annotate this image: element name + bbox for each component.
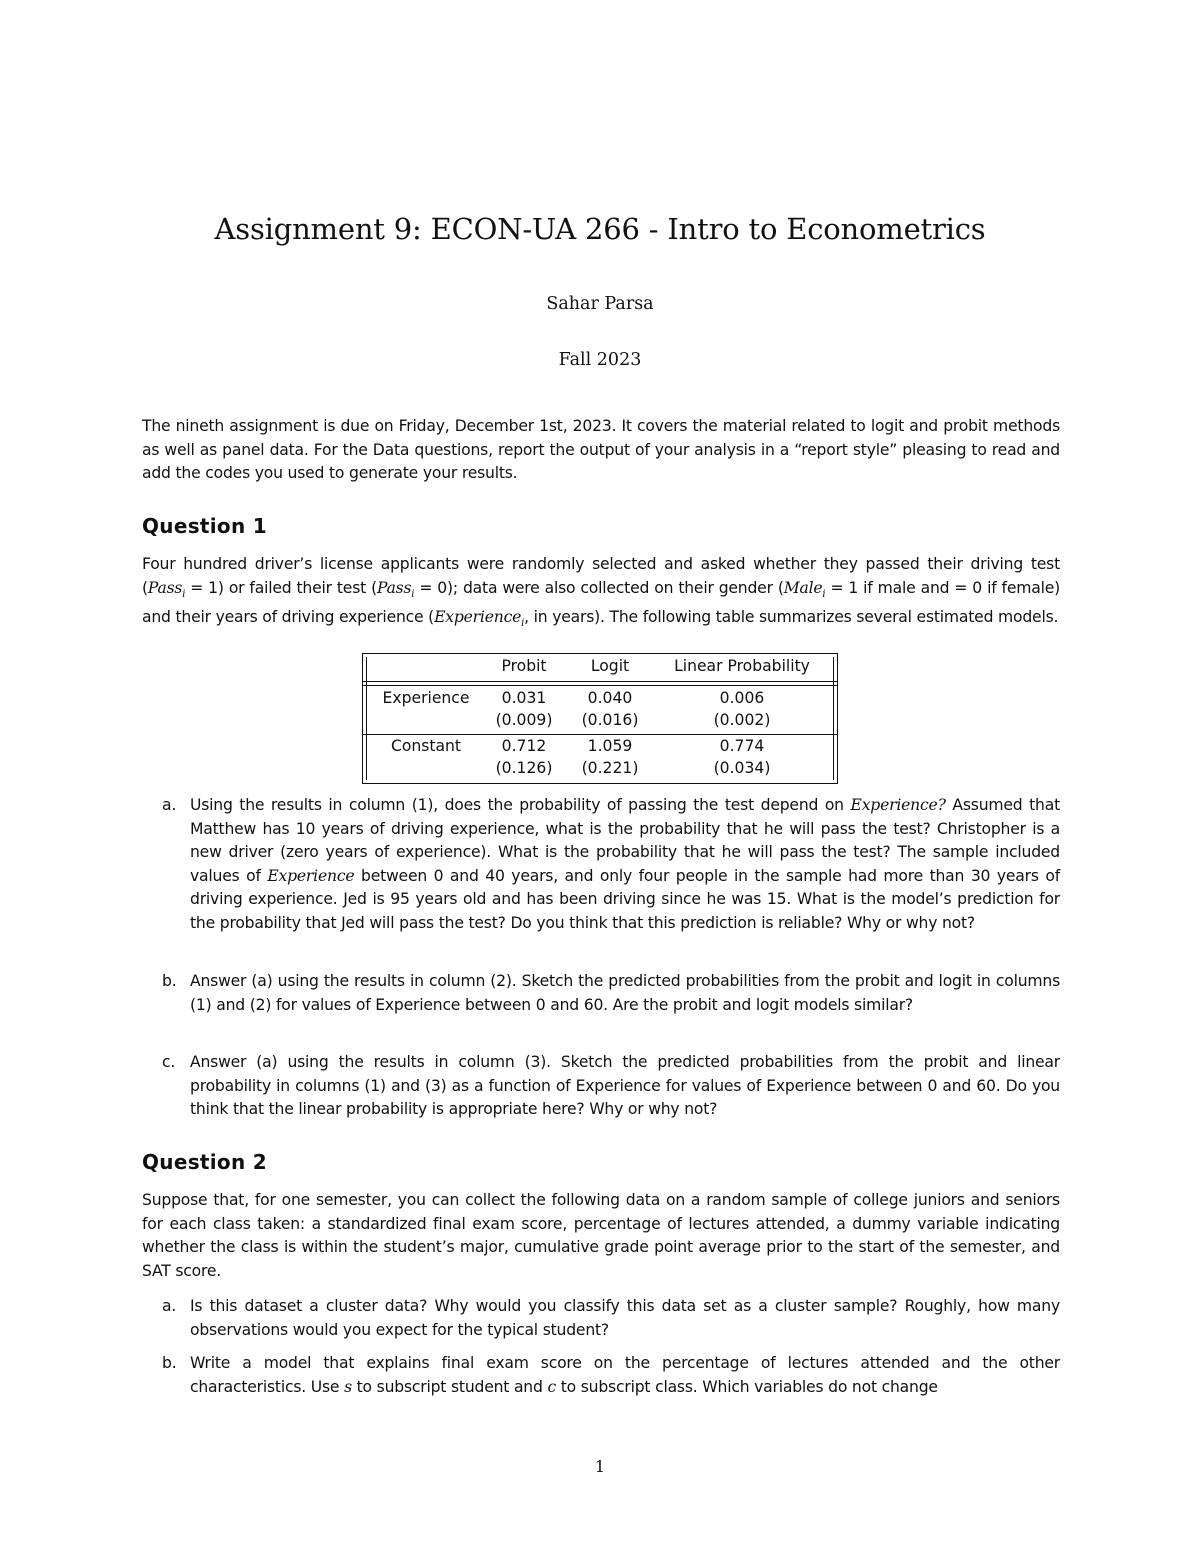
document-date: Fall 2023 — [558, 350, 642, 370]
question-2-heading: Question 2 — [142, 1150, 267, 1174]
item-label: a. — [162, 1297, 177, 1315]
question-1-heading: Question 1 — [142, 514, 267, 538]
item-text: Write a model that explains final exam score on the percentage of lectures attended and the other characteristics. Use s to subscript student and c to subscript class. Which variables do not change — [190, 1354, 1060, 1396]
item-label: a. — [162, 796, 177, 814]
author-name: Sahar Parsa — [546, 294, 654, 314]
item-label: b. — [162, 1354, 177, 1372]
table-cell: 0.006 — [719, 689, 765, 707]
table-cell: (0.002) — [713, 711, 771, 729]
table-cell: (0.009) — [495, 711, 553, 729]
item-text: Answer (a) using the results in column (2). Sketch the predicted probabilities from the probit and logit in columns (1) and (2) for values of Experience between 0 and 60. Are the probit and logit models similar? — [190, 972, 1060, 1014]
table-divider — [363, 681, 837, 682]
table-divider — [363, 734, 837, 735]
intro-paragraph: The nineth assignment is due on Friday, December 1st, 2023. It covers the material related to logit and probit methods as well as panel data. For the Data questions, report the output of your analysis in a “report style” pleasing to read and add the codes you used to generate your results. — [142, 417, 1060, 482]
table-cell: (0.126) — [495, 759, 553, 777]
table-cell: 0.774 — [719, 737, 765, 755]
question-1-paragraph: Four hundred driver’s license applicants were randomly selected and asked whether they passed their driving test (Pass$_i$ = 1) or failed their test (Pass$_i$ = 0); data were also collected on their gender (Male$_i$ = 1 if male and = 0 if female) and their years of driving experience (Experience$_i$, in years). The following table summarizes several estimated models. — [142, 555, 1060, 630]
table-cell: 0.031 — [501, 689, 547, 707]
table-header-logit: Logit — [590, 657, 630, 675]
item-text: Answer (a) using the results in column (3). Sketch the predicted probabilities from the probit and linear probability in columns (1) and (3) as a function of Experience for values of Experience between 0 and 60. Do you think that the linear probability is appropriate here? Why or why not? — [190, 1053, 1060, 1118]
item-text: Is this dataset a cluster data? Why would you classify this data set as a cluster sample? Roughly, how many observations would you expect for the typical student? — [190, 1297, 1060, 1339]
document-title: Assignment 9: ECON-UA 266 - Intro to Econometrics — [214, 212, 986, 246]
table-cell: (0.034) — [713, 759, 771, 777]
table-header-probit: Probit — [501, 657, 547, 675]
table-cell: 0.712 — [501, 737, 547, 755]
question-2-paragraph: Suppose that, for one semester, you can collect the following data on a random sample of college juniors and seniors for each class taken: a standardized final exam score, percentage of lectures attended, a dummy variable indicating whether the class is within the student’s major, cumulative grade point average prior to the start of the semester, and SAT score. — [142, 1191, 1060, 1280]
table-row-label-experience: Experience — [382, 689, 470, 707]
table-cell: (0.016) — [581, 711, 639, 729]
item-label: b. — [162, 972, 177, 990]
table-row-label-constant: Constant — [390, 737, 462, 755]
page-number: 1 — [594, 1457, 606, 1476]
table-divider — [363, 685, 837, 686]
table-cell: 0.040 — [587, 689, 633, 707]
regression-table — [362, 653, 838, 784]
item-label: c. — [162, 1053, 176, 1071]
table-cell: 1.059 — [587, 737, 633, 755]
table-header-linear-probability: Linear Probability — [674, 657, 810, 675]
item-text: Using the results in column (1), does the probability of passing the test depend on Experience? Assumed that Matthew has 10 years of driving experience, what is the probability that he will pass the test? Christopher is a new driver (zero years of experience). What is the probability that he will pass the test? The sample included values of Experience between 0 and 40 years, and only four people in the sample had more than 30 years of driving experience. Jed is 95 years old and has been driving since he was 15. What is the model’s prediction for the probability that Jed will pass the test? Do you think that this prediction is reliable? Why or why not? — [190, 796, 1060, 932]
table-cell: (0.221) — [581, 759, 639, 777]
